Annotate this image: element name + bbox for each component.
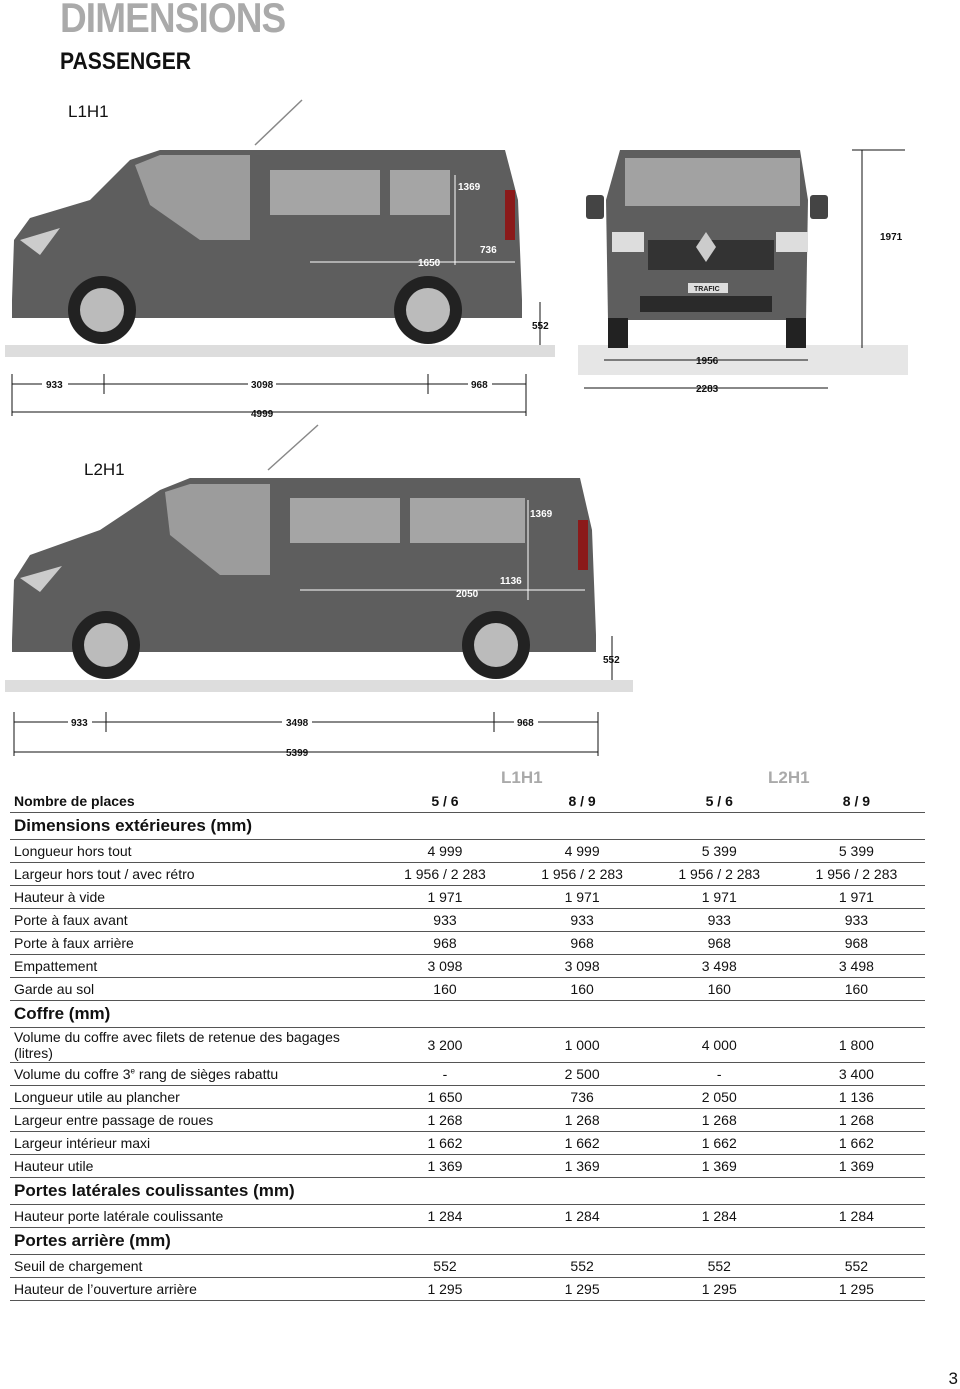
dim-sill: 552	[532, 321, 549, 332]
side-window-2	[410, 498, 525, 543]
dim-front-overhang: 933	[71, 718, 88, 729]
page-title: DIMENSIONS	[60, 0, 286, 41]
ground-shadow	[5, 680, 633, 692]
l2h1-side-view	[0, 420, 640, 760]
dim-wheelbase: 3098	[251, 380, 274, 391]
section-header: Portes latérales coulissantes (mm)	[10, 1178, 925, 1205]
mirror-left	[586, 195, 604, 219]
page-number: 3	[948, 1369, 958, 1388]
table-row: Seuil de chargement 552 552 552 552	[10, 1255, 925, 1278]
dim-width-mirrors: 2283	[696, 384, 719, 395]
dim-length: 4999	[251, 409, 274, 420]
spec-table	[10, 790, 925, 1301]
dim-width: 1956	[696, 356, 719, 367]
variant-label-l2h1: L2H1	[84, 460, 125, 479]
dim-inner-height: 1369	[530, 509, 553, 520]
front-view	[575, 100, 935, 420]
table-row: Hauteur à vide 1 971 1 971 1 971 1 971	[10, 886, 925, 909]
dim-width-between: 736	[480, 245, 497, 256]
group-header-l2h1: L2H1	[768, 768, 810, 787]
badge-text: TRAFIC	[694, 286, 720, 293]
dim-rear-overhang: 968	[517, 718, 534, 729]
table-row: Hauteur utile 1 369 1 369 1 369 1 369	[10, 1155, 925, 1178]
side-window-1	[290, 498, 400, 543]
table-row: Longueur utile au plancher 1 650 736 2 050 1 136	[10, 1086, 925, 1109]
page-subtitle: PASSENGER	[60, 48, 192, 75]
group-header-l1h1: L1H1	[501, 768, 543, 787]
table-row: Largeur entre passage de roues 1 268 1 268 1 268 1 268	[10, 1109, 925, 1132]
section-header: Dimensions extérieures (mm)	[10, 813, 925, 840]
headlight-left	[612, 232, 644, 252]
dim-length: 5399	[286, 748, 309, 759]
section-header: Portes arrière (mm)	[10, 1228, 925, 1255]
mirror-right	[810, 195, 828, 219]
side-window-2	[390, 170, 450, 215]
variant-label-l1h1: L1H1	[68, 102, 109, 121]
dim-width-between: 1136	[500, 576, 522, 587]
table-row: Largeur hors tout / avec rétro 1 956 / 2 283 1 956 / 2 283 1 956 / 2 283 1 956 / 2 283	[10, 863, 925, 886]
table-row: Largeur intérieur maxi 1 662 1 662 1 662 1 662	[10, 1132, 925, 1155]
side-window-1	[270, 170, 380, 215]
dim-load-length: 1650	[418, 258, 441, 269]
table-row: Garde au sol 160 160 160 160	[10, 978, 925, 1001]
dim-rear-overhang: 968	[471, 380, 488, 391]
ground-shadow	[5, 345, 555, 357]
windscreen	[625, 158, 800, 206]
table-row: Volume du coffre 3e rang de sièges rabattu - 2 500 - 3 400	[10, 1063, 925, 1086]
table-row: Volume du coffre avec filets de retenue des bagages (litres) 3 200 1 000 4 000 1 800	[10, 1028, 925, 1063]
table-row: Nombre de places 5 / 6 8 / 9 5 / 6 8 / 9	[10, 790, 925, 813]
headlight-right	[776, 232, 808, 252]
dim-sill: 552	[603, 655, 620, 666]
dim-load-length: 2050	[456, 589, 479, 600]
dim-wheelbase: 3498	[286, 718, 309, 729]
table-row: Porte à faux arrière 968 968 968 968	[10, 932, 925, 955]
dim-front-overhang: 933	[46, 380, 63, 391]
table-row: Hauteur porte latérale coulissante 1 284 1 284 1 284 1 284	[10, 1205, 925, 1228]
table-row: Empattement 3 098 3 098 3 498 3 498	[10, 955, 925, 978]
row-label: Nombre de places	[10, 790, 376, 813]
dim-height: 1971	[880, 232, 903, 243]
table-row: Longueur hors tout 4 999 4 999 5 399 5 399	[10, 840, 925, 863]
tail-light	[578, 520, 588, 570]
table-row: Porte à faux avant 933 933 933 933	[10, 909, 925, 932]
section-header: Coffre (mm)	[10, 1001, 925, 1028]
table-row: Hauteur de l’ouverture arrière 1 295 1 295 1 295 1 295	[10, 1278, 925, 1301]
l1h1-side-view	[0, 95, 560, 425]
dim-inner-height: 1369	[458, 182, 481, 193]
tail-light	[505, 190, 515, 240]
